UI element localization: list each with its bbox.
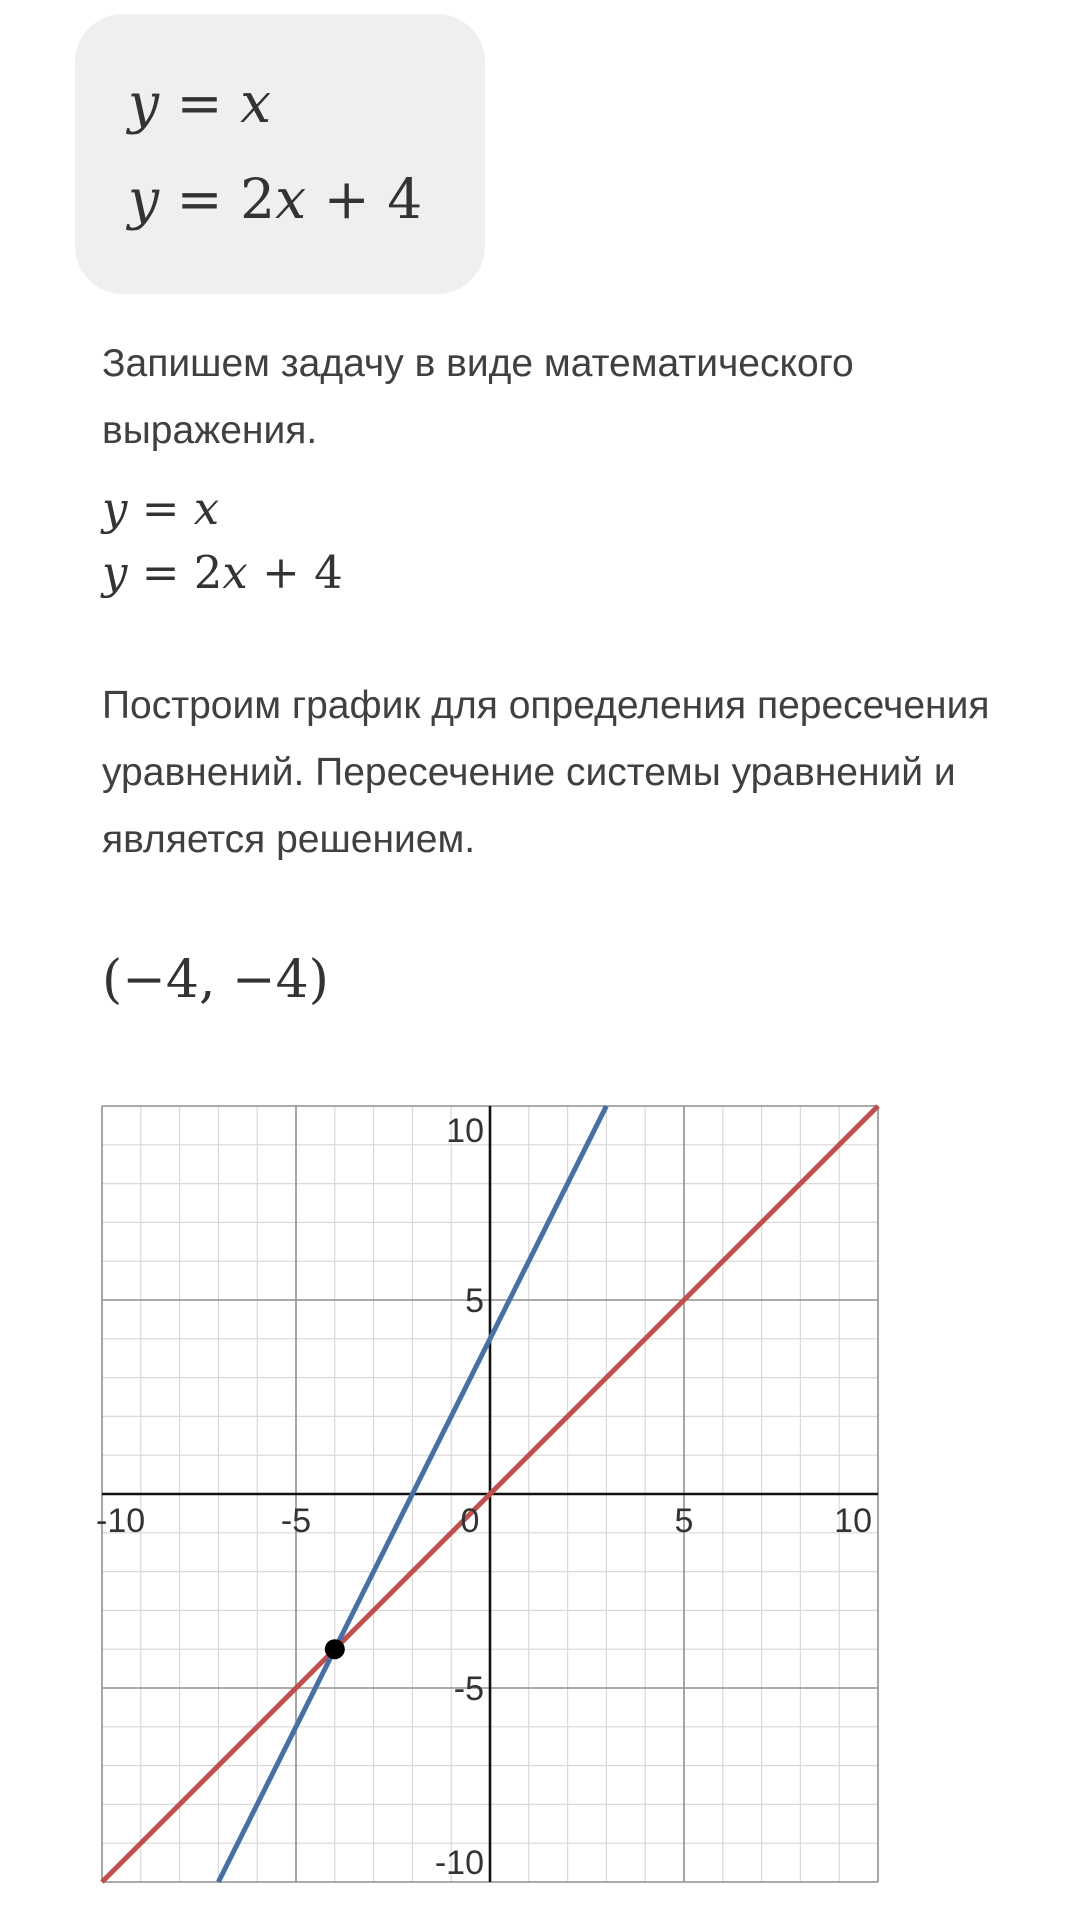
y-tick-label: -10 <box>434 1844 484 1882</box>
step-1-equation-2: y = 2x + 4 <box>102 546 343 599</box>
x-tick-label: 5 <box>674 1502 694 1540</box>
step-1-equation-1: y = x <box>102 482 220 535</box>
x-tick-label: -5 <box>280 1502 312 1540</box>
x-tick-label: 0 <box>460 1502 480 1540</box>
y-tick-label: -5 <box>453 1670 484 1708</box>
x-tick-label: -10 <box>96 1502 146 1540</box>
step-2-text: Построим график для определения пересечения уравнений. Пересечение системы уравнений и является решением. <box>102 684 990 861</box>
y-tick-label: 5 <box>465 1282 484 1320</box>
x-tick-label: 10 <box>834 1502 872 1540</box>
problem-equation-1: y = x <box>128 71 272 135</box>
y-tick-label: 10 <box>446 1112 484 1150</box>
step-1-text: Запишем задачу в виде математического выражения. <box>102 342 854 452</box>
intersection-point <box>325 1639 345 1659</box>
graph-points <box>325 1639 345 1659</box>
problem-equation-2: y = 2x + 4 <box>128 167 423 231</box>
solution-point: (−4, −4) <box>102 950 329 1010</box>
